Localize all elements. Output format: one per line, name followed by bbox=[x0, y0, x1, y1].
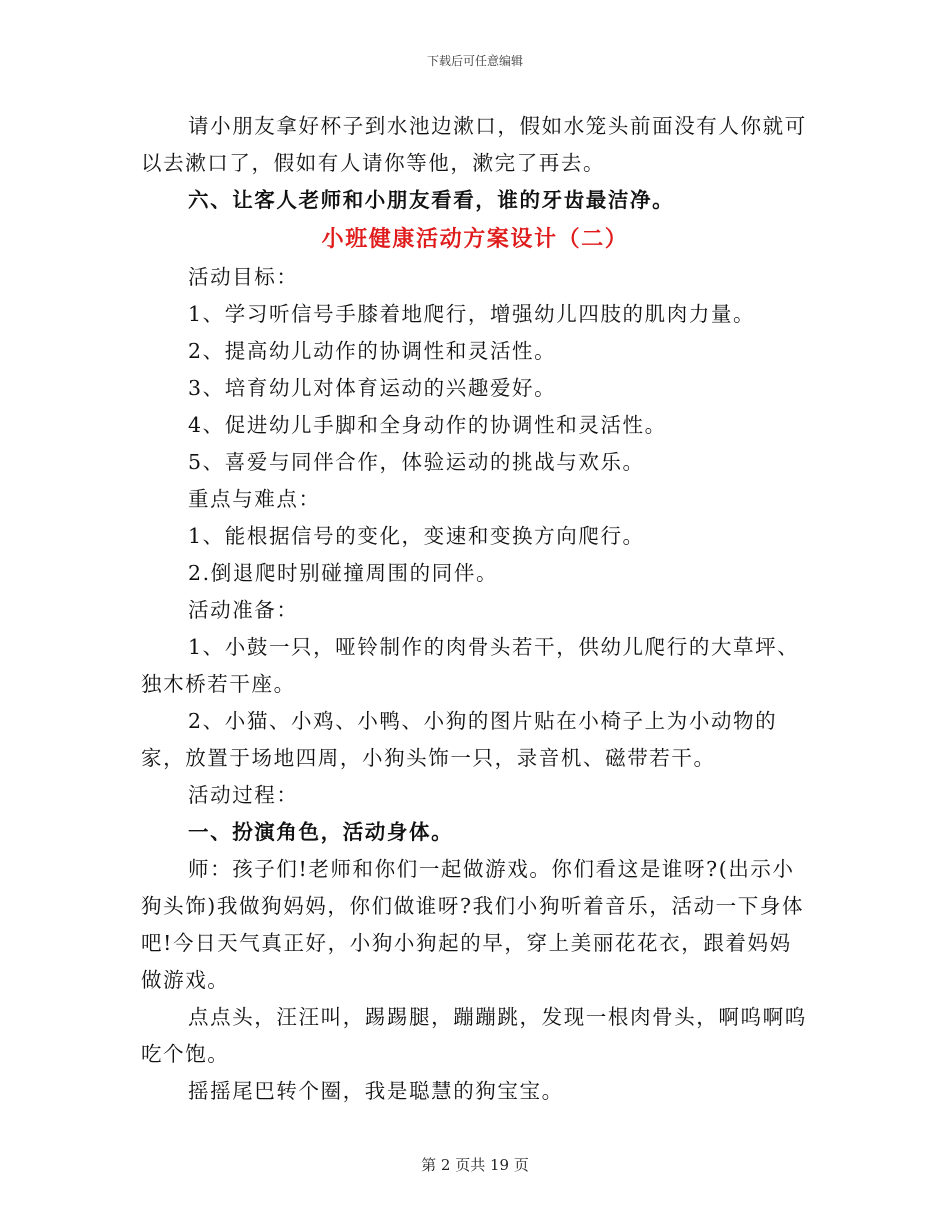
preparation-item: 2、小猫、小鸡、小鸭、小狗的图片贴在小椅子上为小动物的家，放置于场地四周，小狗头饰一只，录音机、磁带若干。 bbox=[141, 709, 778, 770]
step-one-paragraph: 点点头，汪汪叫，踢踢腿，蹦蹦跳，发现一根肉骨头，啊呜啊呜吃个饱。 bbox=[141, 1005, 807, 1066]
process-heading: 活动过程： bbox=[188, 783, 299, 807]
goal-item: 3、培育幼儿对体育运动的兴趣爱好。 bbox=[188, 376, 557, 400]
page-number: 第 2 页共 19 页 bbox=[421, 1156, 529, 1174]
preparation-heading: 活动准备： bbox=[188, 598, 299, 622]
step-one-paragraph: 师：孩子们!老师和你们一起做游戏。你们看这是谁呀?(出示小狗头饰)我做狗妈妈，你们做谁呀?我们小狗听着音乐，活动一下身体吧!今日天气真正好，小狗小狗起的早，穿上美丽花花衣，跟着妈妈做游戏。 bbox=[141, 857, 805, 992]
key-points-heading: 重点与难点： bbox=[188, 487, 321, 511]
header-note: 下载后可任意编辑 bbox=[426, 54, 523, 68]
goal-item: 5、喜爱与同伴合作，体验运动的挑战与欢乐。 bbox=[188, 450, 645, 474]
preparation-item: 1、小鼓一只，哑铃制作的肉骨头若干，供幼儿爬行的大草坪、独木桥若干座。 bbox=[141, 635, 800, 696]
step-one-heading: 一、扮演角色，活动身体。 bbox=[188, 820, 454, 844]
paragraph-rinse: 请小朋友拿好杯子到水池边漱口，假如水笼头前面没有人你就可以去漱口了，假如有人请你等他，漱完了再去。 bbox=[141, 114, 807, 175]
goal-item: 4、促进幼儿手脚和全身动作的协调性和灵活性。 bbox=[188, 413, 667, 437]
goals-heading: 活动目标： bbox=[188, 265, 299, 289]
document-body bbox=[141, 108, 809, 1110]
step-one-paragraph: 摇摇尾巴转个圈，我是聪慧的狗宝宝。 bbox=[188, 1079, 564, 1103]
section-title: 小班健康活动方案设计（二） bbox=[321, 226, 629, 252]
key-point-item: 2.倒退爬时别碰撞周围的同伴。 bbox=[188, 561, 499, 585]
goal-item: 1、学习听信号手膝着地爬行，增强幼儿四肢的肌肉力量。 bbox=[188, 302, 756, 326]
section-six-heading: 六、让客人老师和小朋友看看，谁的牙齿最洁净。 bbox=[188, 188, 675, 212]
key-point-item: 1、能根据信号的变化，变速和变换方向爬行。 bbox=[188, 524, 645, 548]
goal-item: 2、提高幼儿动作的协调性和灵活性。 bbox=[188, 339, 557, 363]
